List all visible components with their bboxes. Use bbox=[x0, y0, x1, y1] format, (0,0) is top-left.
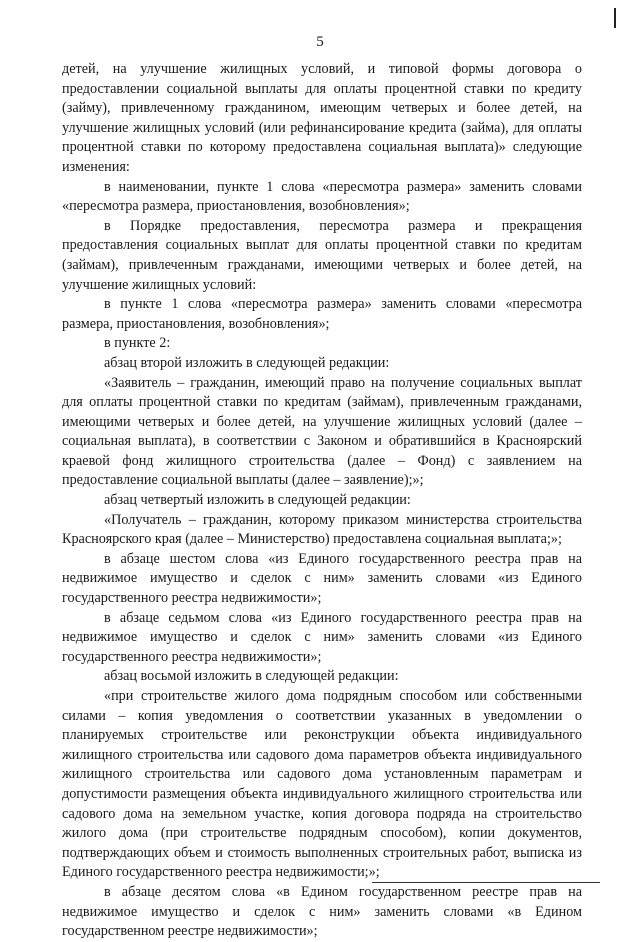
paragraph: в пункте 1 слова «пересмотра размера» заменить словами «пересмотра размера, приостановления, возобновления»; bbox=[62, 296, 582, 332]
paragraph: абзац восьмой изложить в следующей редакции: bbox=[104, 668, 399, 685]
page-number: 5 bbox=[316, 34, 324, 50]
paragraph: «Получатель – гражданин, которому приказом министерства строительства Красноярского края (далее – Министерство) предоставлена социальная выплата;»; bbox=[62, 511, 582, 548]
paragraph: «Заявитель – гражданин, имеющий право на получение социальных выплат для оплаты процентной ставки по кредитам (займам), привлеченным гражданами, имеющими четверых и более детей, на улучшение жилищных условий (далее – социальная выплата), в соответствии с Законом и обратившийся в Красноярский краевой фонд жилищного строительства (далее – Фонд) с заявлением на предоставление социальной выплаты (далее – заявление);»; bbox=[62, 374, 582, 489]
paragraph: в абзаце шестом слова «из Единого государственного реестра прав на недвижимое имущество и сделок с ним» заменить словами «из Единого государственного реестра недвижимости»; bbox=[62, 550, 582, 607]
paragraph: детей, на улучшение жилищных условий, и типовой формы договора о предоставлении социальной выплаты для оплаты процентной ставки по кредиту (займу), привлеченному гражданином, имеющим четверых и более детей, на улучшение жилищных условий (или рефинансирование кредита (займа), для оплаты процентной ставки по которому предоставлена социальная выплата)» следующие изменения: bbox=[62, 61, 582, 175]
paragraph: в Порядке предоставления, пересмотра размера и прекращения предоставления социальных выплат для оплаты процентной ставки по кредитам (займам), привлеченным гражданами, имеющими четверых и более детей, на улучшение жилищных условий: bbox=[62, 217, 582, 293]
paragraph: в пункте 2: bbox=[104, 335, 171, 352]
paragraph: в абзаце десятом слова «в Едином государственном реестре прав на недвижимое имущество и сделок с ним» заменить словами «в Едином государственном реестре недвижимости»; bbox=[62, 883, 582, 940]
document-body bbox=[62, 60, 582, 942]
paragraph: в абзаце седьмом слова «из Единого государственного реестра прав на недвижимое имущество и сделок с ним» заменить словами «из Единого государственного реестра недвижимости»; bbox=[62, 609, 582, 665]
paragraph: в наименовании, пункте 1 слова «пересмотра размера» заменить словами «пересмотра размера, приостановления, возобновления»; bbox=[62, 178, 582, 215]
paragraph: абзац второй изложить в следующей редакции: bbox=[104, 354, 390, 371]
paragraph: абзац четвертый изложить в следующей редакции: bbox=[104, 492, 411, 509]
bottom-rule bbox=[372, 882, 600, 883]
margin-mark bbox=[614, 8, 616, 28]
paragraph: «при строительстве жилого дома подрядным способом или собственными силами – копия уведомления о соответствии указанных в уведомлении о планируемых строительстве или реконструкции объекта индивидуального жилищного строительства или садового дома параметров объекта индивидуального жилищного строительства или садового дома установленным параметрам и допустимости размещения объекта индивидуального жилищного строительства или садового дома на земельном участке, копия договора подряда на строительство жилого дома (при строительстве подрядным способом), копии документов, подтверждающих объем и стоимость выполненных строительных работ, выписка из Единого государственного реестра недвижимости;»; bbox=[62, 688, 582, 881]
